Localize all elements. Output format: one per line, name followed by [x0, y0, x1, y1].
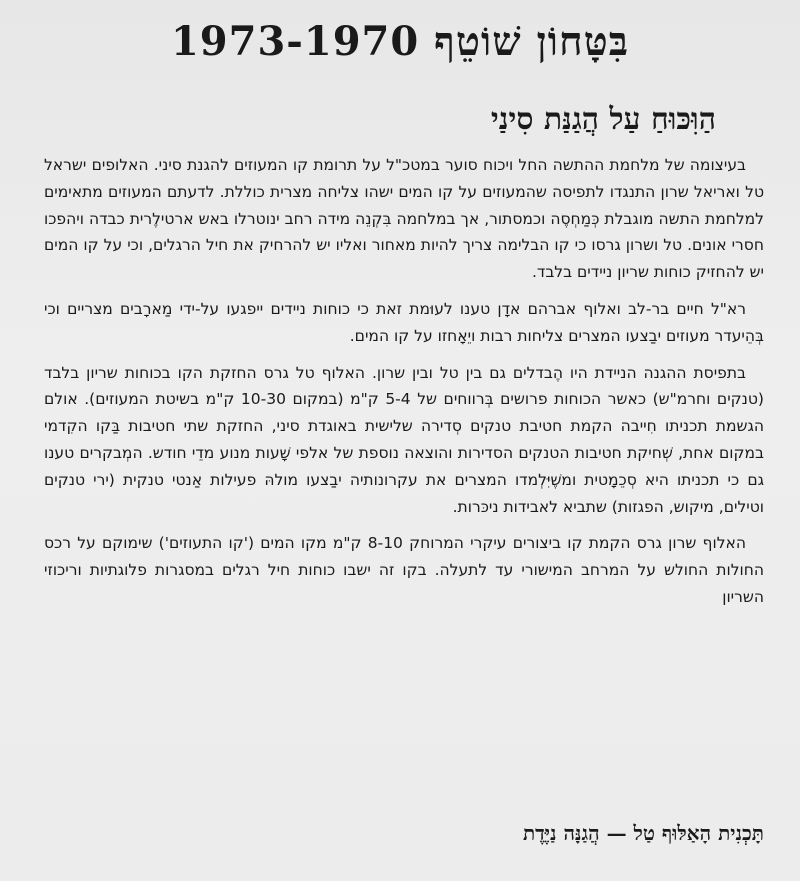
figure-caption: תָּכְנִית הָאַלּוּף טַל — הֲגַנָּה נַיֶּדֶת [522, 821, 764, 845]
paragraph: בעיצומה של מלחמת ההתשה החל ויכוח סוער במטכ"ל על תרומת קו המעוזים להגנת סיני. האלופים ישראל טל ואריאל שרון התנגדו לתפיסה שהמעוזים על קו המים ישהו צליחה מצרית כוללת. לדעתם המעוזים מתאימים למלחמת התשה מוגבלת כְּמַחְסֶה וכמסתור, אך במלחמה בִּקְנֵה מידה רחב ינוטרלו באש ארטילֶרית כבדה ויהפכו חסרי אונים. טל ושרון גרסו כי קו הבלימה צריך להיות מאחור ואליו יש להרחיק את חיל הרגלים, וכי על קו המים יש להחזיק כוחות שריון ניידים בלבד. [44, 156, 764, 282]
paragraph: רא"ל חיים בר-לב ואלוף אברהם אדָן טענו לעוּמת זאת כי כוחות ניידים ייפגעו על-ידי מַארָבים מצריים וכי בְּהֵיעדר מעוזים יבַצעו המצרים צליחות רבות ויֵאָחזו על קו המים. [44, 299, 764, 345]
page-title: בִּטָּחוֹן שׁוֹטֵף 1973-1970 [170, 18, 630, 65]
paragraph: בתפיסת ההגנה הניידת היו הֶבדלים גם בין טל ובין שרון. האלוף טל גרס החזקת הקו בכוחות שריון בלבד (טנקים וחרמ"ש) כאשר הכוחות פרושים בְּרווחים של 5-4 ק"מ (במקום 10-30 ק"מ בשיטת המעוזים). אולם הגשמת תכניתו חִייבה הקמת חטיבת טנקים סְדירה שלישית באוגדת סיני, החזקת שתי חטיבות בַּקו הקִדמי במקום אחת, שְׁחיקת חטיבות הטנקים הסדירות והוצאה נוספת של אלפי שָׁעות מנוע מדֵי חודש. המְבקרים טענו גם כי תכניתו היא סְכֵמָטית ומשֶׁיִּלְמדו המצרים את עקרונותיה יבַצעו מולהּ פעילות אַנטי טנקית (ירי טנקים וטילים, מיקוש, הפגזות) שתביא לאבידות ניכּרות. [44, 363, 764, 516]
paragraph: האלוף שרון גרס הקמת קו ביצורים עיקרי המרוחק 8-10 ק"מ מקו המים ('קו התעוזים') שימוקם על רכס החולות החולש על המרחב המישורי עד לתעלה. בקו זה ישבו כוחות חיל רגלים במסגרות פלוגתיות וריכוזי השריון [44, 534, 764, 606]
article-body [44, 152, 764, 621]
section-heading: הַוִּכּוּחַ עַל הֲגַנַּת סִינַי [490, 102, 716, 137]
